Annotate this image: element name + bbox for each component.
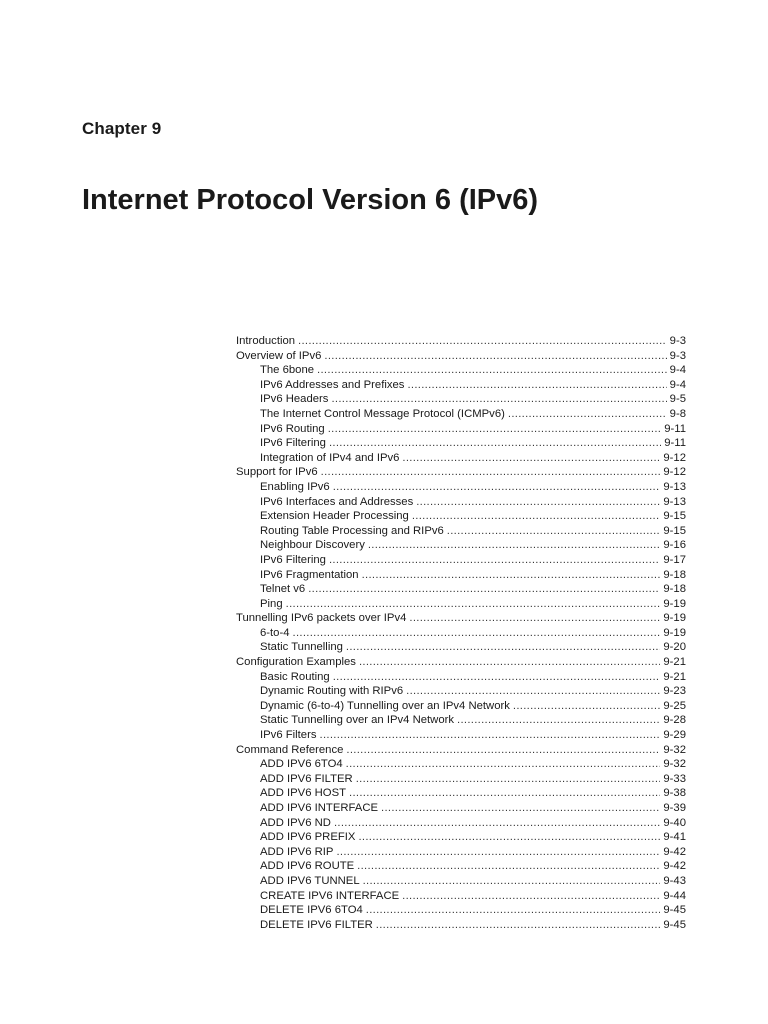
toc-dot-leader: [349, 786, 660, 801]
toc-entry[interactable]: [236, 524, 686, 539]
toc-entry-label: IPv6 Fragmentation: [260, 568, 359, 581]
toc-entry-page: 9-15: [663, 524, 686, 537]
toc-entry[interactable]: [236, 582, 686, 597]
toc-entry[interactable]: [236, 436, 686, 451]
toc-dot-leader: [412, 509, 661, 524]
toc-entry-page: 9-38: [663, 787, 686, 800]
toc-dot-leader: [324, 349, 666, 364]
toc-entry-label: Routing Table Processing and RIPv6: [260, 524, 444, 537]
toc-entry-label: Basic Routing: [260, 670, 330, 683]
toc-entry[interactable]: [236, 480, 686, 495]
toc-dot-leader: [406, 684, 660, 699]
toc-dot-leader: [402, 889, 660, 904]
toc-entry-label: Dynamic Routing with RIPv6: [260, 685, 404, 698]
toc-entry[interactable]: [236, 422, 686, 437]
toc-dot-leader: [376, 918, 661, 933]
toc-entry[interactable]: [236, 801, 686, 816]
toc-entry-page: 9-4: [669, 364, 686, 377]
toc-entry-page: 9-44: [663, 889, 686, 902]
toc-entry[interactable]: [236, 392, 686, 407]
toc-dot-leader: [328, 422, 662, 437]
toc-entry-page: 9-25: [663, 699, 686, 712]
toc-dot-leader: [416, 495, 660, 510]
toc-entry-label: IPv6 Addresses and Prefixes: [260, 378, 405, 391]
toc-entry-page: 9-19: [663, 626, 686, 639]
toc-dot-leader: [409, 611, 660, 626]
toc-entry-page: 9-11: [664, 422, 686, 435]
table-of-contents: [236, 334, 686, 932]
toc-entry-label: The Internet Control Message Protocol (ICMPv6): [260, 407, 505, 420]
toc-dot-leader: [368, 538, 661, 553]
toc-entry-label: IPv6 Interfaces and Addresses: [260, 495, 414, 508]
toc-dot-leader: [346, 640, 660, 655]
toc-entry-label: Ping: [260, 597, 283, 610]
toc-entry-label: Tunnelling IPv6 packets over IPv4: [236, 612, 407, 625]
toc-entry-label: Extension Header Processing: [260, 510, 409, 523]
toc-entry-label: ADD IPV6 HOST: [260, 787, 347, 800]
toc-entry[interactable]: [236, 611, 686, 626]
toc-entry-label: CREATE IPV6 INTERFACE: [260, 889, 400, 902]
chapter-title: Internet Protocol Version 6 (IPv6): [82, 184, 539, 216]
toc-entry[interactable]: [236, 465, 686, 480]
toc-dot-leader: [334, 816, 660, 831]
toc-entry-label: Neighbour Discovery: [260, 539, 365, 552]
toc-dot-leader: [362, 568, 661, 583]
toc-entry-label: IPv6 Filters: [260, 729, 317, 742]
toc-entry[interactable]: [236, 349, 686, 364]
toc-entry-label: ADD IPV6 PREFIX: [260, 831, 356, 844]
toc-entry[interactable]: [236, 743, 686, 758]
toc-entry[interactable]: [236, 918, 686, 933]
toc-entry-label: IPv6 Filtering: [260, 437, 326, 450]
toc-entry-label: IPv6 Routing: [260, 422, 325, 435]
toc-entry[interactable]: [236, 334, 686, 349]
toc-entry-page: 9-45: [663, 904, 686, 917]
toc-dot-leader: [358, 830, 660, 845]
toc-entry-label: Static Tunnelling over an IPv4 Network: [260, 714, 455, 727]
toc-dot-leader: [336, 845, 660, 860]
toc-entry[interactable]: [236, 378, 686, 393]
toc-dot-leader: [317, 363, 667, 378]
toc-entry-page: 9-32: [663, 743, 686, 756]
toc-entry-label: Overview of IPv6: [236, 349, 322, 362]
toc-entry[interactable]: [236, 772, 686, 787]
toc-entry-page: 9-13: [663, 495, 686, 508]
toc-dot-leader: [359, 655, 660, 670]
toc-entry-label: Support for IPv6: [236, 466, 318, 479]
toc-entry-page: 9-17: [663, 553, 686, 566]
toc-entry[interactable]: [236, 757, 686, 772]
toc-entry[interactable]: [236, 670, 686, 685]
toc-entry-page: 9-45: [663, 918, 686, 931]
toc-entry[interactable]: [236, 407, 686, 422]
toc-entry-label: Dynamic (6-to-4) Tunnelling over an IPv4 Network: [260, 699, 510, 712]
toc-entry[interactable]: [236, 640, 686, 655]
toc-dot-leader: [457, 713, 660, 728]
toc-entry-label: The 6bone: [260, 364, 315, 377]
toc-dot-leader: [320, 728, 661, 743]
toc-entry[interactable]: [236, 830, 686, 845]
toc-entry-label: IPv6 Filtering: [260, 553, 326, 566]
toc-entry-page: 9-15: [663, 510, 686, 523]
toc-entry-page: 9-42: [663, 860, 686, 873]
toc-dot-leader: [329, 436, 661, 451]
toc-dot-leader: [407, 378, 666, 393]
toc-entry-label: Static Tunnelling: [260, 641, 343, 654]
toc-entry[interactable]: [236, 509, 686, 524]
toc-entry-label: ADD IPV6 ND: [260, 816, 331, 829]
toc-dot-leader: [333, 670, 661, 685]
toc-entry[interactable]: [236, 684, 686, 699]
toc-entry-label: ADD IPV6 INTERFACE: [260, 802, 379, 814]
toc-entry-label: Enabling IPv6: [260, 480, 330, 493]
toc-entry[interactable]: [236, 568, 686, 583]
toc-entry-label: ADD IPV6 6TO4: [260, 758, 343, 771]
toc-entry[interactable]: [236, 626, 686, 641]
toc-entry-page: 9-5: [669, 393, 686, 406]
toc-entry-page: 9-19: [663, 612, 686, 625]
toc-entry[interactable]: [236, 553, 686, 568]
toc-entry-page: 9-12: [663, 451, 686, 464]
toc-entry-label: DELETE IPV6 FILTER: [260, 918, 373, 931]
toc-entry-page: 9-18: [663, 583, 686, 596]
toc-entry-label: ADD IPV6 RIP: [260, 845, 334, 858]
toc-entry[interactable]: [236, 889, 686, 904]
toc-entry-page: 9-13: [663, 480, 686, 493]
toc-entry-label: ADD IPV6 TUNNEL: [260, 874, 360, 887]
toc-entry-page: 9-3: [669, 349, 686, 362]
toc-dot-leader: [447, 524, 661, 539]
toc-entry-page: 9-4: [669, 378, 686, 391]
toc-dot-leader: [346, 757, 661, 772]
toc-entry[interactable]: [236, 859, 686, 874]
toc-entry-label: Command Reference: [236, 743, 344, 756]
toc-entry[interactable]: [236, 874, 686, 889]
toc-entry-page: 9-32: [663, 758, 686, 771]
toc-entry-page: 9-12: [663, 466, 686, 479]
toc-dot-leader: [346, 743, 660, 758]
toc-dot-leader: [381, 801, 660, 816]
toc-entry-page: 9-3: [669, 335, 686, 347]
toc-entry[interactable]: [236, 699, 686, 714]
toc-entry-page: 9-8: [669, 407, 686, 420]
toc-entry-page: 9-40: [663, 816, 686, 829]
toc-entry[interactable]: [236, 816, 686, 831]
chapter-label: Chapter 9: [82, 119, 162, 138]
toc-entry[interactable]: [236, 597, 686, 612]
toc-entry-page: 9-29: [663, 729, 686, 742]
toc-entry-page: 9-28: [663, 714, 686, 727]
toc-dot-leader: [333, 480, 661, 495]
toc-entry[interactable]: [236, 903, 686, 918]
toc-entry-page: 9-39: [663, 802, 686, 814]
toc-entry[interactable]: [236, 538, 686, 553]
toc-entry-page: 9-23: [663, 685, 686, 698]
toc-dot-leader: [329, 553, 660, 568]
toc-entry-page: 9-11: [664, 437, 686, 450]
toc-dot-leader: [366, 903, 661, 918]
toc-entry[interactable]: [236, 363, 686, 378]
toc-entry-label: 6-to-4: [260, 626, 290, 639]
toc-entry-page: 9-33: [663, 772, 686, 785]
toc-entry-label: IPv6 Headers: [260, 393, 329, 406]
toc-dot-leader: [356, 772, 661, 787]
toc-entry[interactable]: [236, 728, 686, 743]
toc-entry-label: Configuration Examples: [236, 656, 356, 669]
toc-entry-page: 9-19: [663, 597, 686, 610]
toc-entry-page: 9-41: [663, 831, 686, 844]
toc-dot-leader: [293, 626, 661, 641]
toc-entry-label: Introduction: [236, 335, 296, 347]
toc-entry-page: 9-18: [663, 568, 686, 581]
toc-dot-leader: [331, 392, 666, 407]
toc-entry-page: 9-42: [663, 845, 686, 858]
toc-entry-label: ADD IPV6 ROUTE: [260, 860, 355, 873]
toc-dot-leader: [363, 874, 661, 889]
toc-dot-leader: [513, 699, 660, 714]
toc-dot-leader: [402, 451, 660, 466]
toc-entry-label: ADD IPV6 FILTER: [260, 772, 353, 785]
toc-dot-leader: [308, 582, 660, 597]
toc-dot-leader: [508, 407, 667, 422]
toc-entry-page: 9-16: [663, 539, 686, 552]
toc-entry[interactable]: [236, 845, 686, 860]
toc-entry-label: Telnet v6: [260, 583, 306, 596]
toc-entry-page: 9-21: [663, 656, 686, 669]
toc-entry-page: 9-21: [663, 670, 686, 683]
toc-entry-page: 9-20: [663, 641, 686, 654]
toc-dot-leader: [298, 334, 667, 349]
toc-entry[interactable]: [236, 451, 686, 466]
toc-dot-leader: [357, 859, 660, 874]
toc-entry[interactable]: [236, 786, 686, 801]
toc-entry[interactable]: [236, 495, 686, 510]
toc-dot-leader: [286, 597, 661, 612]
toc-entry[interactable]: [236, 655, 686, 670]
toc-entry-label: Integration of IPv4 and IPv6: [260, 451, 400, 464]
toc-entry-page: 9-43: [663, 874, 686, 887]
toc-entry[interactable]: [236, 713, 686, 728]
toc-entry-label: DELETE IPV6 6TO4: [260, 904, 363, 917]
toc-dot-leader: [321, 465, 661, 480]
